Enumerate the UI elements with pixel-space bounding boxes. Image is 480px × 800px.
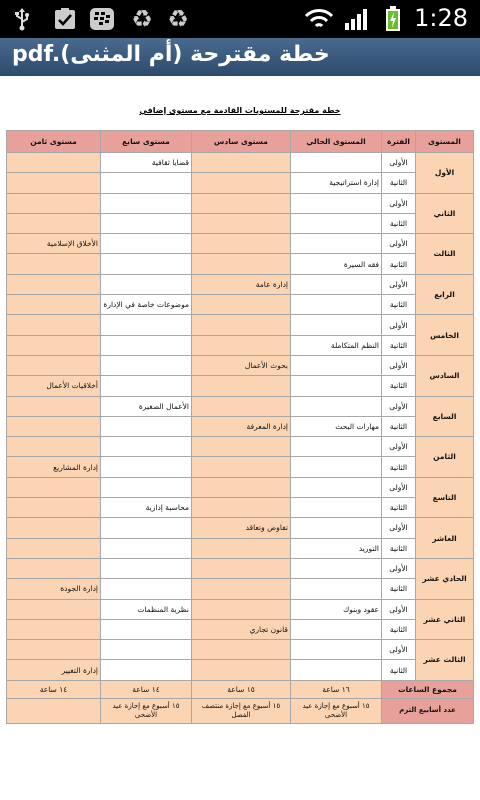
course-cell: [192, 660, 291, 680]
term-cell: الثانية: [382, 538, 416, 558]
course-cell: [101, 518, 192, 538]
column-header: مستوى سابع: [101, 131, 192, 153]
level-name-cell: السادس: [416, 355, 474, 396]
course-cell: [7, 335, 101, 355]
course-cell: [192, 213, 291, 233]
course-cell: [7, 640, 101, 660]
course-cell: [7, 193, 101, 213]
battery-charging-icon: [384, 6, 402, 32]
course-cell: قضايا ثقافية: [101, 153, 192, 173]
term-cell: الثانية: [382, 295, 416, 315]
course-cell: [291, 193, 382, 213]
column-header: مستوى ثامن: [7, 131, 101, 153]
level-name-cell: الخامس: [416, 315, 474, 356]
course-cell: [291, 619, 382, 639]
course-cell: [192, 173, 291, 193]
course-cell: [291, 518, 382, 538]
total-hours-value: ١٥ ساعة: [192, 680, 291, 698]
course-cell: [7, 153, 101, 173]
table-row: [7, 538, 474, 558]
course-cell: [7, 355, 101, 375]
table-row: [7, 498, 474, 518]
term-cell: الثانية: [382, 173, 416, 193]
course-cell: [291, 579, 382, 599]
course-cell: [101, 437, 192, 457]
course-cell: [192, 498, 291, 518]
blackberry-icon: [88, 6, 116, 32]
term-cell: الأولى: [382, 355, 416, 375]
table-row: [7, 579, 474, 599]
course-cell: [7, 599, 101, 619]
term-cell: الأولى: [382, 315, 416, 335]
course-cell: [192, 599, 291, 619]
table-row: [7, 437, 474, 457]
term-cell: الأولى: [382, 396, 416, 416]
table-row: [7, 396, 474, 416]
course-cell: [101, 538, 192, 558]
course-cell: [101, 457, 192, 477]
course-cell: [7, 416, 101, 436]
course-cell: [291, 315, 382, 335]
total-hours-value: ١٤ ساعة: [7, 680, 101, 698]
term-cell: الأولى: [382, 477, 416, 497]
term-cell: الأولى: [382, 234, 416, 254]
table-row: [7, 193, 474, 213]
course-cell: [101, 234, 192, 254]
course-cell: إدارة الجودة: [7, 579, 101, 599]
wifi-icon: [304, 6, 334, 32]
course-cell: [101, 355, 192, 375]
course-cell: [101, 660, 192, 680]
course-cell: التوريد: [291, 538, 382, 558]
course-cell: [291, 213, 382, 233]
course-cell: [291, 234, 382, 254]
level-name-cell: الثاني عشر: [416, 599, 474, 640]
course-cell: [7, 619, 101, 639]
course-cell: [101, 173, 192, 193]
weeks-label: عدد أسابيع الترم: [382, 698, 474, 723]
level-name-cell: الأول: [416, 153, 474, 194]
table-header-row: [7, 131, 474, 153]
course-cell: [101, 274, 192, 294]
term-cell: الأولى: [382, 599, 416, 619]
course-cell: موضوعات خاصة في الإدارة: [101, 295, 192, 315]
course-cell: [192, 558, 291, 578]
table-row: [7, 153, 474, 173]
term-cell: الأولى: [382, 558, 416, 578]
recycle-icon: ♻: [167, 5, 189, 33]
course-cell: محاسبة إدارية: [101, 498, 192, 518]
table-row: [7, 315, 474, 335]
column-header: المستوى الحالي: [291, 131, 382, 153]
table-row: [7, 274, 474, 294]
usb-icon: [12, 6, 32, 32]
course-cell: [7, 254, 101, 274]
term-cell: الثانية: [382, 213, 416, 233]
column-header: المستوى: [416, 131, 474, 153]
course-cell: [291, 376, 382, 396]
course-cell: [192, 193, 291, 213]
table-row: [7, 660, 474, 680]
level-name-cell: الثالث عشر: [416, 640, 474, 681]
table-row: [7, 457, 474, 477]
course-cell: [7, 295, 101, 315]
course-cell: إدارة المعرفة: [192, 416, 291, 436]
course-cell: [101, 213, 192, 233]
level-name-cell: الثامن: [416, 437, 474, 478]
course-cell: بحوث الأعمال: [192, 355, 291, 375]
course-cell: فقه السيرة: [291, 254, 382, 274]
level-name-cell: العاشر: [416, 518, 474, 559]
course-cell: إدارة المشاريع: [7, 457, 101, 477]
table-row: [7, 477, 474, 497]
course-cell: عقود وبنوك: [291, 599, 382, 619]
course-cell: النظم المتكاملة: [291, 335, 382, 355]
total-hours-value: ١٤ ساعة: [101, 680, 192, 698]
course-cell: [7, 173, 101, 193]
course-cell: [101, 477, 192, 497]
table-row: [7, 234, 474, 254]
course-cell: تفاوض وتعاقد: [192, 518, 291, 538]
table-row: [7, 599, 474, 619]
course-cell: إدارة استراتيجية: [291, 173, 382, 193]
course-cell: [192, 457, 291, 477]
course-cell: [291, 477, 382, 497]
course-cell: [291, 437, 382, 457]
course-cell: [192, 396, 291, 416]
level-name-cell: التاسع: [416, 477, 474, 518]
term-cell: الأولى: [382, 640, 416, 660]
term-cell: الثانية: [382, 579, 416, 599]
course-cell: إدارة عامة: [192, 274, 291, 294]
course-cell: [291, 660, 382, 680]
course-cell: [291, 396, 382, 416]
total-hours-label: مجموع الساعات: [382, 680, 474, 698]
weeks-value: ١٥ أسبوع مع إجازة عيد الأضحى: [101, 698, 192, 723]
plan-table: [6, 130, 474, 724]
course-cell: [192, 640, 291, 660]
course-cell: [192, 335, 291, 355]
course-cell: [101, 376, 192, 396]
course-cell: [192, 579, 291, 599]
course-cell: [7, 558, 101, 578]
course-cell: [7, 213, 101, 233]
level-name-cell: الحادي عشر: [416, 558, 474, 599]
weeks-row: [7, 698, 474, 723]
weeks-value: [7, 698, 101, 723]
table-row: [7, 518, 474, 538]
course-cell: [7, 396, 101, 416]
table-row: [7, 173, 474, 193]
course-cell: [101, 335, 192, 355]
term-cell: الثانية: [382, 416, 416, 436]
status-bar: [0, 0, 480, 38]
table-row: [7, 335, 474, 355]
weeks-value: ١٥ أسبوع مع إجازة عيد الأضحى: [291, 698, 382, 723]
course-cell: [291, 457, 382, 477]
download-done-icon: [52, 6, 78, 32]
course-cell: [192, 254, 291, 274]
course-cell: [7, 477, 101, 497]
course-cell: نظرية المنظمات: [101, 599, 192, 619]
course-cell: [101, 558, 192, 578]
course-cell: [291, 355, 382, 375]
term-cell: الثانية: [382, 335, 416, 355]
column-header: مستوى سادس: [192, 131, 291, 153]
course-cell: [291, 558, 382, 578]
term-cell: الأولى: [382, 437, 416, 457]
column-header: الفترة: [382, 131, 416, 153]
course-cell: [101, 193, 192, 213]
course-cell: [291, 153, 382, 173]
course-cell: [192, 153, 291, 173]
weeks-value: ١٥ أسبوع مع إجازة منتصف الفصل: [192, 698, 291, 723]
level-name-cell: الثاني: [416, 193, 474, 234]
course-cell: قانون تجاري: [192, 619, 291, 639]
table-row: [7, 619, 474, 639]
term-cell: الأولى: [382, 274, 416, 294]
course-cell: [291, 498, 382, 518]
course-cell: [7, 437, 101, 457]
course-cell: [7, 274, 101, 294]
term-cell: الثانية: [382, 457, 416, 477]
course-cell: [291, 274, 382, 294]
term-cell: الثانية: [382, 254, 416, 274]
total-hours-row: [7, 680, 474, 698]
course-cell: [101, 640, 192, 660]
course-cell: الأخلاق الإسلامية: [7, 234, 101, 254]
level-name-cell: الثالث: [416, 234, 474, 275]
course-cell: [192, 477, 291, 497]
course-cell: [7, 538, 101, 558]
table-row: [7, 213, 474, 233]
course-cell: [192, 376, 291, 396]
table-row: [7, 558, 474, 578]
level-name-cell: الرابع: [416, 274, 474, 315]
course-cell: [101, 254, 192, 274]
course-cell: [192, 234, 291, 254]
term-cell: الأولى: [382, 193, 416, 213]
course-cell: [192, 295, 291, 315]
level-name-cell: السابع: [416, 396, 474, 437]
recycle-icon: ♻: [131, 5, 153, 33]
course-cell: [101, 619, 192, 639]
clock: 1:28: [414, 4, 468, 32]
term-cell: الأولى: [382, 153, 416, 173]
document-view[interactable]: [0, 76, 480, 800]
table-row: [7, 640, 474, 660]
signal-icon: [344, 6, 370, 32]
course-cell: [192, 315, 291, 335]
course-cell: [7, 315, 101, 335]
title-bar: [0, 38, 480, 77]
course-cell: [291, 640, 382, 660]
table-row: [7, 416, 474, 436]
table-row: [7, 355, 474, 375]
course-cell: [101, 315, 192, 335]
term-cell: الثانية: [382, 660, 416, 680]
course-cell: أخلاقيات الأعمال: [7, 376, 101, 396]
table-row: [7, 295, 474, 315]
course-cell: [101, 579, 192, 599]
course-cell: إدارة التغيير: [7, 660, 101, 680]
course-cell: [7, 498, 101, 518]
term-cell: الثانية: [382, 619, 416, 639]
table-row: [7, 254, 474, 274]
total-hours-value: ١٦ ساعة: [291, 680, 382, 698]
term-cell: الأولى: [382, 518, 416, 538]
term-cell: الثانية: [382, 376, 416, 396]
course-cell: [192, 437, 291, 457]
document-title: pdf.(خطة مقترحة (أم المثنى: [12, 42, 330, 67]
course-cell: [192, 538, 291, 558]
course-cell: [291, 295, 382, 315]
term-cell: الثانية: [382, 498, 416, 518]
table-row: [7, 376, 474, 396]
course-cell: [7, 518, 101, 538]
course-cell: الأعمال الصغيرة: [101, 396, 192, 416]
document-heading: خطة مقترحة للمستويات القادمة مع مستوى إضافي: [139, 106, 341, 115]
course-cell: مهارات البحث: [291, 416, 382, 436]
course-cell: [101, 416, 192, 436]
